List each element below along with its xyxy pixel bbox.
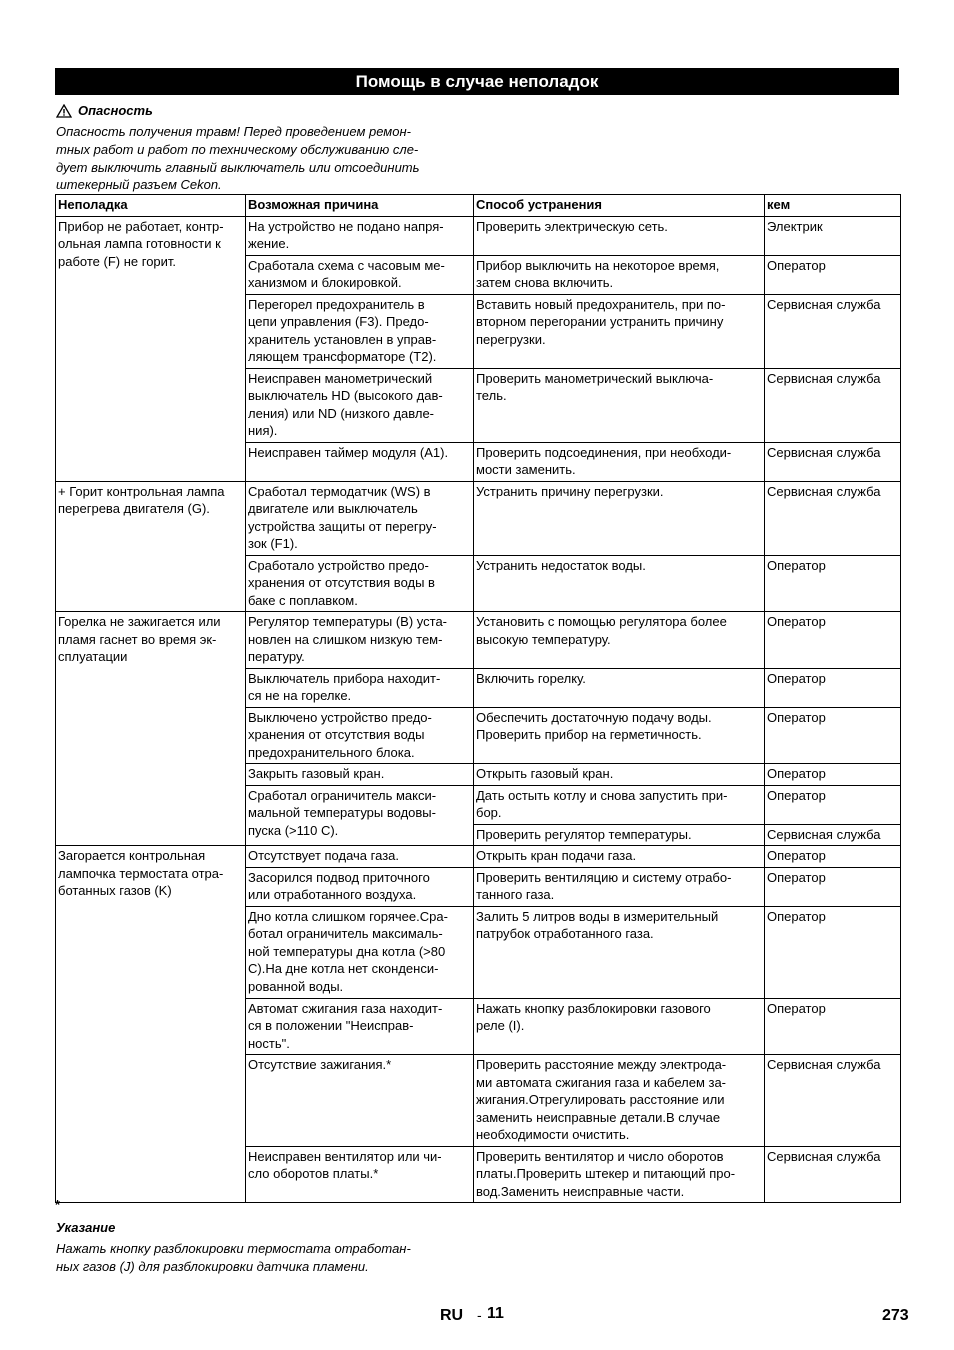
who-cell: Оператор <box>765 906 901 998</box>
footnote-mark: * <box>55 1197 61 1212</box>
who-cell: Оператор <box>765 785 901 824</box>
remedy-cell: Дать остыть котлу и снова запустить при- бор. <box>474 785 765 824</box>
who-cell: Оператор <box>765 764 901 786</box>
remedy-cell: Проверить регулятор температуры. <box>474 824 765 846</box>
footer-separator: - <box>477 1307 482 1323</box>
who-cell: Сервисная служба <box>765 294 901 368</box>
cause-cell: Сработал ограничитель макси- мальной температуры водовы- пуска (>110 C). <box>246 785 474 846</box>
remedy-cell: Установить с помощью регулятора более высокую температуру. <box>474 612 765 669</box>
cause-cell: Регулятор температуры (B) уста- новлен на слишком низкую тем- пературу. <box>246 612 474 669</box>
header-remedy: Способ устранения <box>474 195 765 217</box>
footer-local-page: 11 <box>487 1305 504 1322</box>
who-cell: Оператор <box>765 612 901 669</box>
cause-cell: Неисправен таймер модуля (A1). <box>246 442 474 481</box>
cause-cell: Сработало устройство предо- хранения от отсутствия воды в баке с поплавком. <box>246 555 474 612</box>
remedy-cell: Устранить причину перегрузки. <box>474 481 765 555</box>
fault-cell: Загорается контрольная лампочка термостата отра- ботанных газов (K) <box>56 846 246 1203</box>
header-cause: Возможная причина <box>246 195 474 217</box>
remedy-cell: Проверить электрическую сеть. <box>474 216 765 255</box>
table-row <box>56 216 901 255</box>
remedy-cell: Обеспечить достаточную подачу воды. Проверить прибор на герметичность. <box>474 707 765 764</box>
table-row <box>56 612 901 669</box>
who-cell: Оператор <box>765 867 901 906</box>
cause-cell: Автомат сжигания газа находит- ся в положении "Неисправ- ность". <box>246 998 474 1055</box>
cause-cell: Перегорел предохранитель в цепи управления (F3). Предо- хранитель установлен в управ- ляющем трансформаторе (T2). <box>246 294 474 368</box>
cause-cell: Закрыть газовый кран. <box>246 764 474 786</box>
who-cell: Электрик <box>765 216 901 255</box>
fault-cell: Прибор не работает, контр- ольная лампа готовности к работе (F) не горит. <box>56 216 246 481</box>
cause-cell: Выключено устройство предо- хранения от отсутствия воды предохранительного блока. <box>246 707 474 764</box>
page-title: Помощь в случае неполадок <box>55 68 899 95</box>
remedy-cell: Устранить недостаток воды. <box>474 555 765 612</box>
table-row <box>56 481 901 555</box>
who-cell: Сервисная служба <box>765 368 901 442</box>
danger-heading <box>56 102 153 120</box>
footer-page-number: 273 <box>882 1307 909 1324</box>
remedy-cell: Прибор выключить на некоторое время, затем снова включить. <box>474 255 765 294</box>
remedy-cell: Проверить расстояние между электрода- ми автомата сжигания газа и кабелем за- жигания.Отрегулировать расстояние или заменить неисправные детали.В случае необходимости очистить. <box>474 1055 765 1147</box>
remedy-cell: Вставить новый предохранитель, при по- вторном перегорании устранить причину перегрузки. <box>474 294 765 368</box>
cause-cell: На устройство не подано напря- жение. <box>246 216 474 255</box>
who-cell: Сервисная служба <box>765 824 901 846</box>
troubleshooting-table <box>55 194 901 1203</box>
footer-language: RU <box>440 1307 464 1324</box>
who-cell: Сервисная служба <box>765 1146 901 1203</box>
cause-cell: Отсутствует подача газа. <box>246 846 474 868</box>
remedy-cell: Проверить манометрический выключа- тель. <box>474 368 765 442</box>
danger-heading-text: Опасность <box>78 103 153 118</box>
who-cell: Сервисная служба <box>765 1055 901 1147</box>
remedy-cell: Открыть газовый кран. <box>474 764 765 786</box>
header-fault: Неполадка <box>56 195 246 217</box>
danger-text: Опасность получения травм! Перед проведением ремон- тных работ и работ по техническому обслуживанию сле- дует выключить главный выключатель или отсоединить штекерный разъем Cekon. <box>56 124 420 193</box>
who-cell: Оператор <box>765 998 901 1055</box>
who-cell: Оператор <box>765 555 901 612</box>
cause-cell: Отсутствие зажигания.* <box>246 1055 474 1147</box>
cause-cell: Неисправен манометрический выключатель HD (высокого дав- ления) или ND (низкого давле- ния). <box>246 368 474 442</box>
who-cell: Оператор <box>765 255 901 294</box>
cause-cell: Выключатель прибора находит- ся не на горелке. <box>246 668 474 707</box>
remedy-cell: Открыть кран подачи газа. <box>474 846 765 868</box>
cause-cell: Засорился подвод приточного или отработанного воздуха. <box>246 867 474 906</box>
who-cell: Оператор <box>765 707 901 764</box>
who-cell: Сервисная служба <box>765 442 901 481</box>
who-cell: Оператор <box>765 846 901 868</box>
fault-cell: Горелка не зажигается или пламя гаснет во время эк- сплуатации <box>56 612 246 846</box>
remedy-cell: Включить горелку. <box>474 668 765 707</box>
header-by-whom: кем <box>765 195 901 217</box>
cause-cell: Сработал термодатчик (WS) в двигателе или выключатель устройства защиты от перегру- зок (F1). <box>246 481 474 555</box>
remedy-cell: Залить 5 литров воды в измерительный патрубок отработанного газа. <box>474 906 765 998</box>
note-heading: Указание <box>56 1220 116 1235</box>
fault-cell: + Горит контрольная лампа перегрева двигателя (G). <box>56 481 246 612</box>
table-row <box>56 846 901 868</box>
who-cell: Сервисная служба <box>765 481 901 555</box>
who-cell: Оператор <box>765 668 901 707</box>
warning-triangle-icon <box>56 104 72 118</box>
cause-cell: Дно котла слишком горячее.Сра- ботал ограничитель максималь- ной температуры дна котла (>80 C).На дне котла нет сконденси- рованной воды. <box>246 906 474 998</box>
cause-cell: Неисправен вентилятор или чи- сло оборотов платы.* <box>246 1146 474 1203</box>
remedy-cell: Проверить подсоединения, при необходи- мости заменить. <box>474 442 765 481</box>
remedy-cell: Нажать кнопку разблокировки газового реле (I). <box>474 998 765 1055</box>
remedy-cell: Проверить вентилятор и число оборотов платы.Проверить штекер и питающий про- вод.Заменить неисправные части. <box>474 1146 765 1203</box>
table-header-row <box>56 195 901 217</box>
cause-cell: Сработала схема с часовым ме- ханизмом и блокировкой. <box>246 255 474 294</box>
note-text: Нажать кнопку разблокировки термостата отработан- ных газов (J) для разблокировки датчика пламени. <box>56 1241 411 1274</box>
remedy-cell: Проверить вентиляцию и систему отрабо- танного газа. <box>474 867 765 906</box>
